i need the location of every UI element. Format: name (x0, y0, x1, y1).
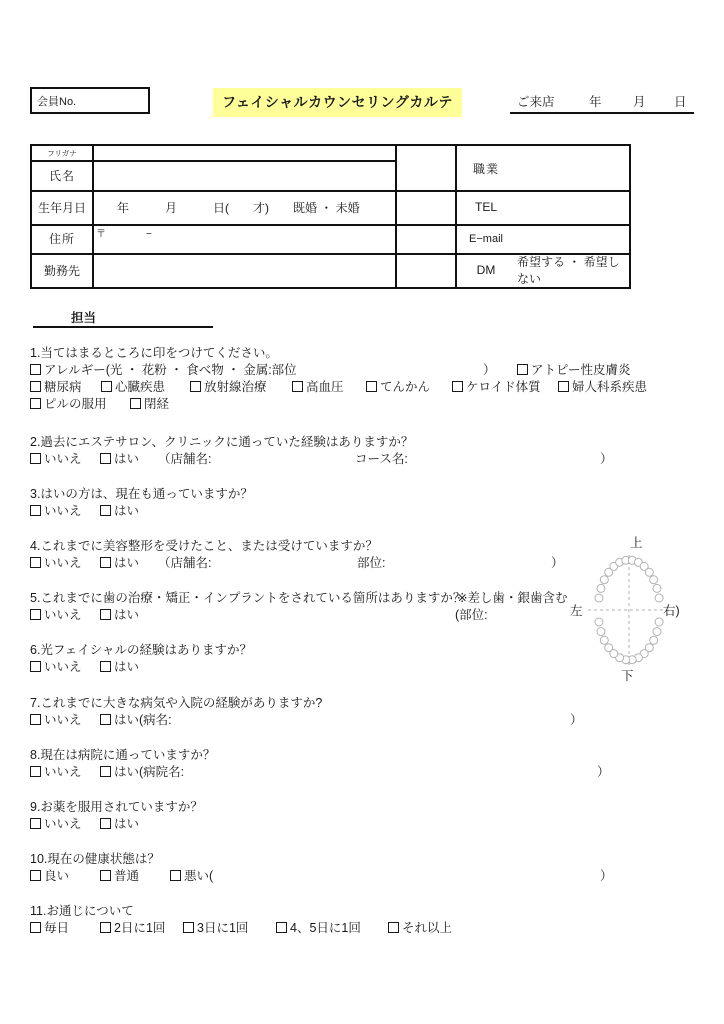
question-text: 4.これまでに美容整形を受けたこと、または受けていますか？ (30, 539, 378, 553)
checkbox-option[interactable]: 放射線治療 (190, 377, 267, 395)
checkbox-option[interactable]: アトピー性皮膚炎 (517, 360, 631, 378)
checkbox-option[interactable]: いいえ (30, 762, 82, 780)
checkbox-icon[interactable] (190, 381, 201, 392)
furigana-field (94, 146, 395, 160)
visit-day-label: 日 (674, 95, 687, 109)
email-field (517, 224, 629, 253)
job-field (517, 146, 629, 190)
checkbox-option[interactable]: いいえ (30, 553, 82, 571)
page-title: フェイシャルカウンセリングカルテ (213, 88, 462, 117)
checkbox-icon[interactable] (100, 714, 111, 725)
question-text: （店舗名: (158, 452, 212, 466)
checkbox-icon[interactable] (100, 766, 111, 777)
checkbox-icon[interactable] (100, 505, 111, 516)
birthdate-field: 年 月 日( 才) 既婚 ・ 未婚 (117, 200, 360, 215)
client-info-table (30, 144, 631, 289)
checkbox-icon[interactable] (100, 453, 111, 464)
checkbox-option[interactable]: 毎日 (30, 918, 69, 936)
teeth-label-top: 上 (630, 536, 643, 550)
question-text: 部位: (357, 556, 386, 570)
question-text: ） (597, 765, 610, 779)
birthdate-label: 生年月日 (37, 200, 86, 215)
checkbox-icon[interactable] (292, 381, 303, 392)
checkbox-icon[interactable] (101, 381, 112, 392)
checkbox-icon[interactable] (130, 398, 141, 409)
question-text: コース名: (355, 452, 408, 466)
checkbox-icon[interactable] (100, 818, 111, 829)
question-text: ） (600, 869, 613, 883)
question-text: 10.現在の健康状態は？ (30, 852, 160, 866)
checkbox-icon[interactable] (100, 609, 111, 620)
checkbox-icon[interactable] (276, 922, 287, 933)
checkbox-option[interactable]: ピルの服用 (30, 394, 107, 412)
checkbox-icon[interactable] (30, 505, 41, 516)
checkbox-option[interactable]: はい (100, 553, 139, 571)
checkbox-icon[interactable] (30, 381, 41, 392)
teeth-label-right: 右) (663, 604, 680, 618)
checkbox-icon[interactable] (30, 714, 41, 725)
name-field (94, 160, 395, 190)
question-text: 3.はいの方は、現在も通っていますか？ (30, 487, 253, 501)
checkbox-icon[interactable] (30, 766, 41, 777)
checkbox-option[interactable]: はい (100, 657, 139, 675)
staff-label: 担当 (71, 311, 97, 325)
checkbox-option[interactable]: はい (100, 449, 139, 467)
member-no-box (30, 87, 150, 114)
checkbox-option[interactable]: いいえ (30, 710, 82, 728)
question-text: ） (483, 363, 496, 377)
address-field: 〒 − (96, 229, 152, 240)
checkbox-option[interactable]: いいえ (30, 814, 82, 832)
checkbox-option[interactable]: いいえ (30, 657, 82, 675)
dm-label: DM (476, 263, 496, 277)
checkbox-icon[interactable] (30, 398, 41, 409)
checkbox-option[interactable]: いいえ (30, 605, 82, 623)
question-text: (部位: (455, 608, 488, 622)
email-label: E−mail (469, 232, 503, 245)
visit-month-label: 月 (633, 95, 646, 109)
checkbox-option[interactable]: 悪い( (170, 866, 213, 884)
visit-date-line (510, 92, 694, 114)
question-text: 11.お通じについて (30, 904, 134, 918)
question-text: 5.これまでに歯の治療・矯正・インプラントをされている箇所はありますか？ (30, 591, 466, 605)
checkbox-option[interactable]: 閉経 (130, 394, 169, 412)
checkbox-option[interactable]: はい(病名: (100, 710, 172, 728)
visit-year-label: 年 (589, 95, 602, 109)
teeth-label-bottom: 下 (621, 669, 634, 683)
question-text: ※差し歯・銀歯含む (457, 591, 568, 605)
checkbox-option[interactable]: いいえ (30, 449, 82, 467)
checkbox-option[interactable]: それ以上 (388, 918, 452, 936)
checkbox-icon[interactable] (30, 661, 41, 672)
checkbox-icon[interactable] (366, 381, 377, 392)
question-text: （店舗名: (158, 556, 212, 570)
checkbox-option[interactable]: 婦人科系疾患 (558, 377, 647, 395)
checkbox-icon[interactable] (30, 557, 41, 568)
checkbox-icon[interactable] (100, 661, 111, 672)
job-label: 職業 (472, 161, 499, 176)
checkbox-icon[interactable] (100, 557, 111, 568)
checkbox-option[interactable]: 4、5日に1回 (276, 918, 361, 936)
checkbox-option[interactable]: はい (100, 605, 139, 623)
tel-field (517, 190, 629, 224)
question-text: 2.過去にエステサロン、クリニックに通っていた経験はありますか？ (30, 435, 414, 449)
member-no-label: 会員No. (37, 95, 77, 108)
checkbox-icon[interactable] (30, 818, 41, 829)
checkbox-option[interactable]: 心臓疾患 (101, 377, 165, 395)
checkbox-option[interactable]: 3日に1回 (183, 918, 248, 936)
tel-label: TEL (474, 200, 497, 214)
checkbox-option[interactable]: 高血圧 (292, 377, 344, 395)
question-text: 8.現在は病院に通っていますか？ (30, 748, 216, 762)
question-text: 9.お薬を服用されていますか？ (30, 800, 203, 814)
staff-line (33, 308, 213, 328)
dm-field: 希望する ・ 希望しない (517, 255, 620, 286)
question-text: ） (570, 713, 583, 727)
furigana-label: フリガナ (47, 148, 77, 158)
checkbox-icon[interactable] (30, 870, 41, 881)
checkbox-option[interactable]: はい (100, 501, 139, 519)
checkbox-option[interactable]: いいえ (30, 501, 82, 519)
workplace-field (94, 253, 395, 287)
checkbox-option[interactable]: てんかん (366, 377, 430, 395)
checkbox-icon[interactable] (30, 609, 41, 620)
checkbox-icon[interactable] (100, 922, 111, 933)
question-text: 7.これまでに大きな病気や入院の経験がありますか? (30, 696, 323, 710)
workplace-label: 勤務先 (43, 263, 80, 278)
checkbox-option[interactable]: 2日に1回 (100, 918, 165, 936)
checkbox-option[interactable]: 普通 (100, 866, 139, 884)
checkbox-option[interactable]: はい(病院名: (100, 762, 184, 780)
checkbox-option[interactable]: 良い (30, 866, 69, 884)
checkbox-icon[interactable] (30, 453, 41, 464)
question-text: ） (551, 556, 564, 570)
visit-prefix: ご来店 (517, 95, 555, 109)
checkbox-icon[interactable] (558, 381, 569, 392)
checkbox-icon[interactable] (388, 922, 399, 933)
checkbox-icon[interactable] (452, 381, 463, 392)
question-text: 6.光フェイシャルの経験はありますか？ (30, 643, 253, 657)
checkbox-icon[interactable] (30, 922, 41, 933)
checkbox-icon[interactable] (30, 364, 41, 375)
address-label: 住所 (48, 232, 75, 246)
checkbox-option[interactable]: 糖尿病 (30, 377, 82, 395)
checkbox-option[interactable]: アレルギー(光 ・ 花粉 ・ 食べ物 ・ 金属:部位 (30, 360, 297, 378)
checkbox-icon[interactable] (517, 364, 528, 375)
checkbox-icon[interactable] (183, 922, 194, 933)
checkbox-option[interactable]: はい (100, 814, 139, 832)
question-text: ） (600, 452, 613, 466)
checkbox-icon[interactable] (170, 870, 181, 881)
question-text: 1.当てはまるところに印をつけてください。 (30, 346, 278, 360)
checkbox-icon[interactable] (100, 870, 111, 881)
name-label: 氏名 (48, 168, 75, 183)
teeth-label-left: 左 (570, 604, 583, 618)
checkbox-option[interactable]: ケロイド体質 (452, 377, 541, 395)
